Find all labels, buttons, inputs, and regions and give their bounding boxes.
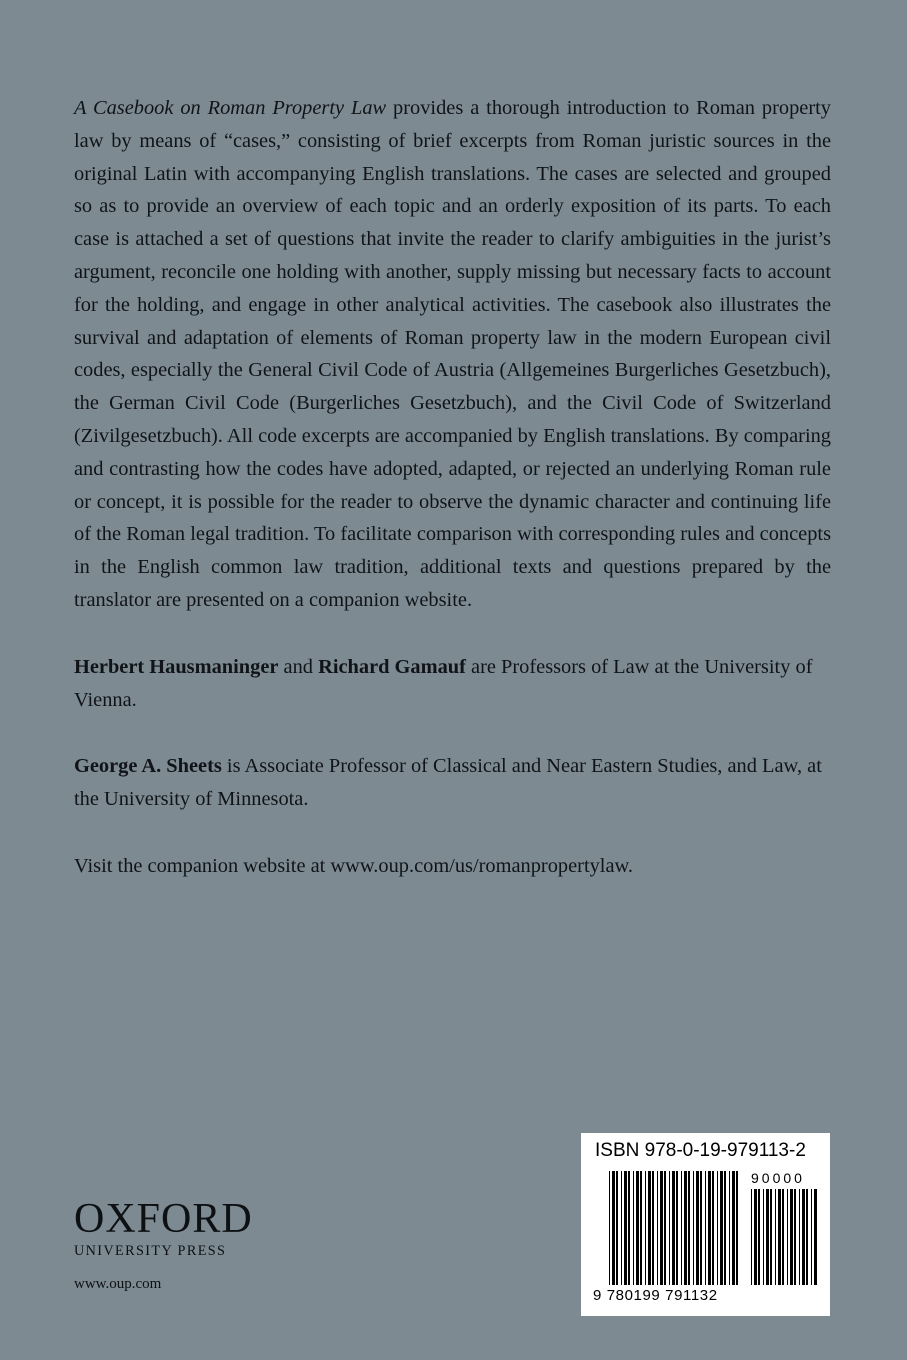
author-bio-2-text: is Associate Professor of Classical and Near Eastern Studies, and Law, at the University of Minnesota.	[74, 755, 822, 811]
description-body: provides a thorough introduction to Roman property law by means of “cases,” consisting of brief excerpts from Roman juristic sources in the original Latin with accompanying English translations. The cases are selected and grouped so as to provide an overview of each topic and an orderly exposition of its parts. To each case is attached a set of questions that invite the reader to clarify ambiguities in the jurist’s argument, reconcile one holding with another, supply missing but necessary facts to account for the holding, and engage in other analytical activities. The casebook also illustrates the survival and adaptation of elements of Roman property law in the modern European civil codes, especially the General Civil Code of Austria (Allgemeines Burgerliches Gesetzbuch), the German Civil Code (Burgerliches Gesetzbuch), and the Civil Code of Switzerland (Zivilgesetzbuch). All code excerpts are accompanied by English translations. By comparing and contrasting how the codes have adopted, adapted, or rejected an underlying Roman rule or concept, it is possible for the reader to observe the dynamic character and continuing life of the Roman legal tradition. To facilitate comparison with corresponding rules and concepts in the English common law tradition, additional texts and questions prepared by the translator are presented on a companion website.	[74, 97, 831, 611]
companion-website-note: Visit the companion website at www.oup.com/us/romanpropertylaw.	[74, 854, 634, 877]
author-bio-1-text: are Professors of Law at the University of Vienna.	[74, 655, 813, 711]
author-name-1: Herbert Hausmaninger	[74, 655, 279, 678]
ean-number: 9 780199 791132	[593, 1287, 718, 1304]
conjunction: and	[278, 655, 319, 678]
barcode-box	[581, 1133, 830, 1316]
back-cover-text	[74, 92, 831, 883]
oxford-logo	[74, 1196, 253, 1260]
isbn-label: ISBN 978-0-19-979113-2	[595, 1140, 806, 1161]
publisher-name: OXFORD	[74, 1196, 253, 1242]
book-title: A Casebook on Roman Property Law	[74, 97, 387, 119]
author-name-3: George A. Sheets	[74, 755, 222, 778]
author-bio-1	[74, 651, 831, 717]
author-bio-2	[74, 750, 831, 816]
publisher-url: www.oup.com	[74, 1276, 162, 1292]
publisher-subtitle: UNIVERSITY PRESS	[74, 1243, 227, 1259]
author-name-2: Richard Gamauf	[318, 655, 466, 678]
description-paragraph	[74, 92, 831, 617]
price-code: 90000	[751, 1170, 805, 1186]
